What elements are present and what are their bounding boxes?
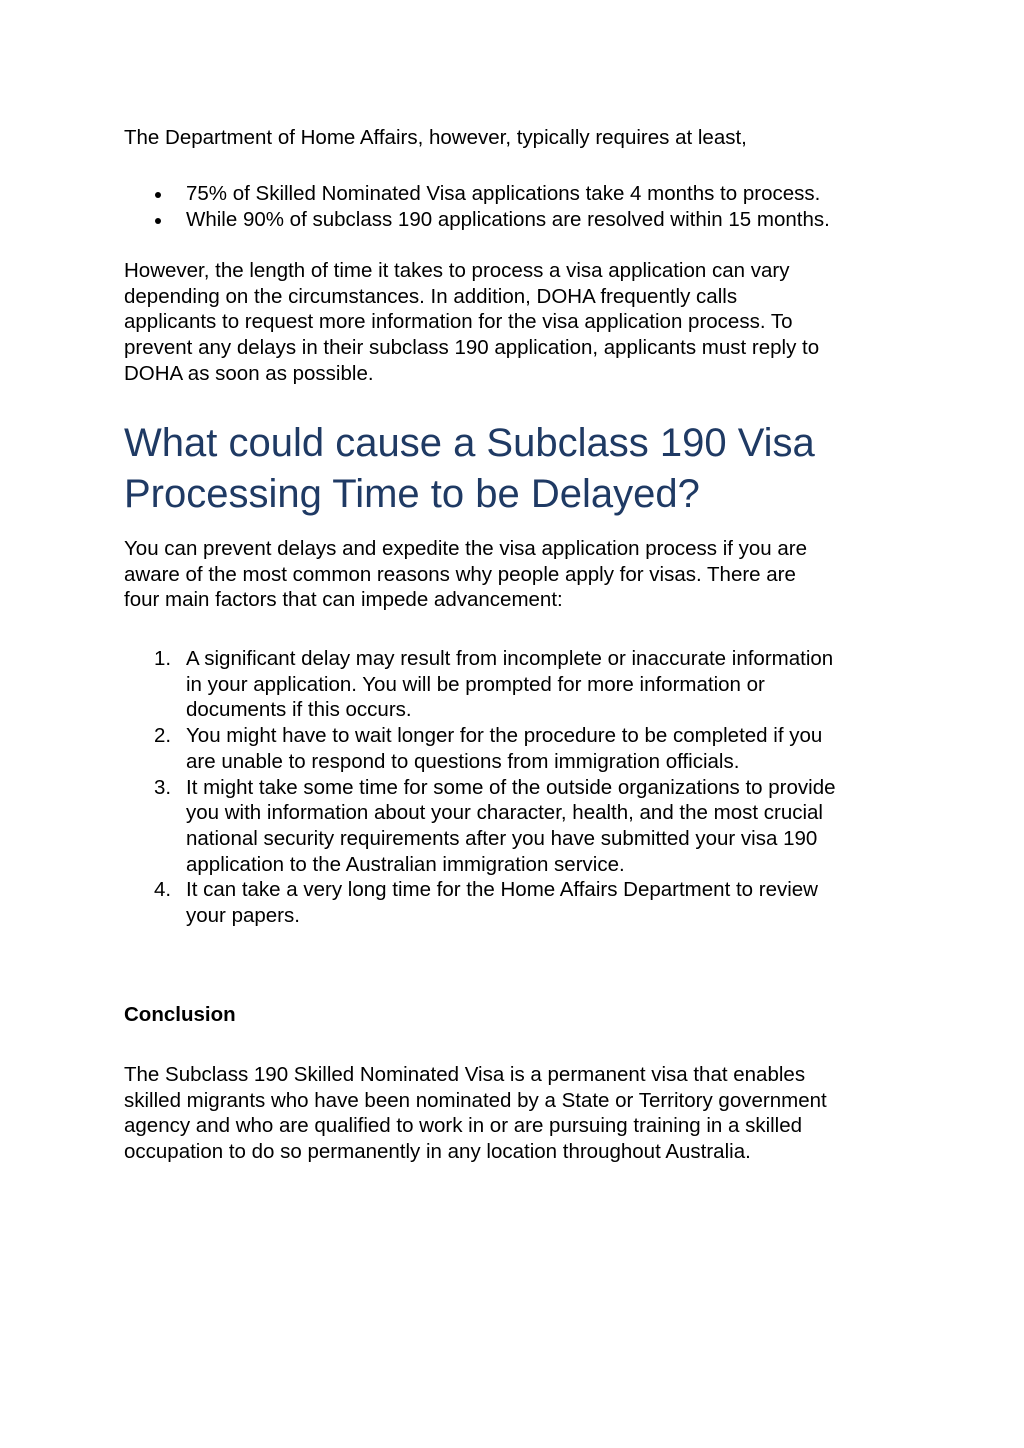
heading-line: What could cause a Subclass 190 Visa [124,421,815,465]
paragraph-line: prevent any delays in their subclass 190 application, applicants must reply to [124,336,820,360]
paragraph-line: The Subclass 190 Skilled Nominated Visa is a permanent visa that enables [124,1063,806,1086]
list-item-line: It can take a very long time for the Home Affairs Department to review [186,878,818,902]
list-item [124,775,836,878]
bullet-text: 75% of Skilled Nominated Visa applications take 4 months to process. [186,182,821,205]
paragraph-line: agency and who are qualified to work in or are pursuing training in a skilled [124,1114,803,1138]
paragraph-line: depending on the circumstances. In addition, DOHA frequently calls [124,284,738,308]
bullet-item [124,181,830,207]
list-item-line: application to the Australian immigration service. [186,852,625,876]
list-item-line: are unable to respond to questions from immigration officials. [186,749,740,773]
stats-bullet-list [124,181,830,232]
paragraph-line: You can prevent delays and expedite the visa application process if you are [124,537,808,560]
intro-text: The Department of Home Affairs, however, typically requires at least, [124,126,747,149]
list-item-line: national security requirements after you have submitted your visa 190 [186,826,818,850]
list-number: 3. [154,775,172,799]
list-item-line: your papers. [186,904,300,928]
list-number: 4. [154,878,172,902]
bullet-icon [155,192,161,198]
list-item-line: you with information about your character, health, and the most crucial [186,801,823,825]
paragraph-line: aware of the most common reasons why people apply for visas. There are [124,562,796,586]
heading-line: Processing Time to be Delayed? [124,472,700,516]
list-item-line: in your application. You will be prompted for more information or [186,672,765,696]
list-item [124,723,836,774]
delay-factors-list [124,646,836,929]
list-item [124,877,836,928]
conclusion-paragraph [124,1062,827,1165]
processing-paragraph [124,258,819,387]
list-item-line: documents if this occurs. [186,698,412,722]
section-heading [124,418,815,520]
delay-intro-paragraph [124,536,807,613]
paragraph-line: applicants to request more information for the visa application process. To [124,310,793,334]
intro-paragraph [124,125,747,151]
list-item [124,646,836,723]
bullet-icon [155,218,161,224]
list-item-line: A significant delay may result from incomplete or inaccurate information [186,647,834,670]
bullet-item [124,207,830,233]
bullet-text: While 90% of subclass 190 applications are resolved within 15 months. [186,207,830,231]
list-number: 2. [154,724,172,748]
list-item-line: It might take some time for some of the outside organizations to provide [186,775,836,799]
list-item-line: You might have to wait longer for the procedure to be completed if you [186,724,823,748]
conclusion-heading: Conclusion [124,1003,236,1026]
paragraph-line: DOHA as soon as possible. [124,361,374,385]
paragraph-line: However, the length of time it takes to process a visa application can vary [124,259,790,282]
paragraph-line: skilled migrants who have been nominated by a State or Territory government [124,1088,827,1112]
paragraph-line: occupation to do so permanently in any location throughout Australia. [124,1140,751,1164]
list-number: 1. [154,647,172,670]
paragraph-line: four main factors that can impede advancement: [124,588,563,612]
